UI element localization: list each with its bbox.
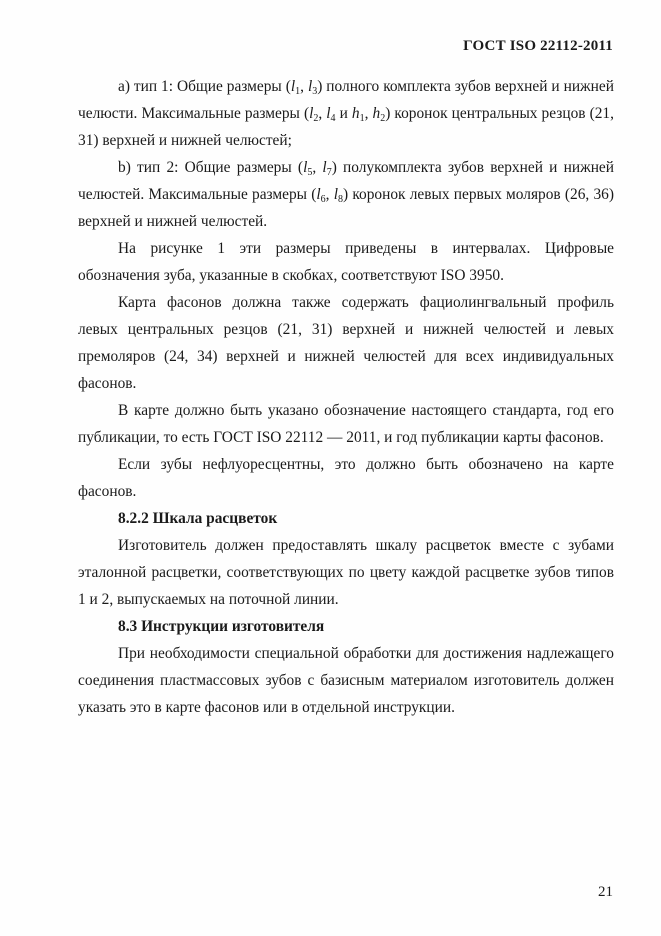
document-code-header: ГОСТ ISO 22112-2011 [463,38,613,54]
paragraph-figure-note: На рисунке 1 эти размеры приведены в интервалах. Цифровые обозначения зуба, указанные в скобках, соответствуют ISO 3950. [78,240,614,284]
paragraph-fluorescence: Если зубы нефлуоресцентны, это должно быть обозначено на карте фасонов. [78,456,614,500]
paragraph-standard-designation: В карте должно быть указано обозначение настоящего стандарта, год его публикации, то есть ГОСТ ISO 22112 — 2011, и год публикации карты фасонов. [78,402,614,446]
page-number: 21 [598,884,613,900]
paragraph-shade-guide: Изготовитель должен предоставлять шкалу расцветок вместе с зубами эталонной расцветки, соответствующих по цвету каждой расцветке зубов типов 1 и 2, выпускаемых на поточной линии. [78,537,614,608]
paragraph-profile-requirement: Карта фасонов должна также содержать фациолингвальный профиль левых центральных резцов (21, 31) верхней и нижней челюстей и левых премоляров (24, 34) верхней и нижней челюстей для всех индивидуальных фасонов. [78,294,614,392]
section-heading-8-3: 8.3 Инструкции изготовителя [118,618,325,635]
section-heading-8-2-2: 8.2.2 Шкала расцветок [118,510,278,527]
paragraph-type-1: а) тип 1: Общие размеры ($l_1$, $l_3$) полного комплекта зубов верхней и нижней челюсти. Максимальные размеры ($l_2$, $l_4$ и $h_1$, $h_2$) коронок центральных резцов (21, 31) верхней и нижней челюстей; [78,78,614,149]
paragraph-type-2: b) тип 2: Общие размеры ($l_5$, $l_7$) полукомплекта зубов верхней и нижней челюстей. Максимальные размеры ($l_6$, $l_8$) коронок левых первых моляров (26, 36) верхней и нижней челюстей. [78,159,615,230]
document-body [78,73,614,721]
paragraph-manufacturer-instructions: При необходимости специальной обработки для достижения надлежащего соединения пластмассовых зубов с базисным материалом изготовитель должен указать это в карте фасонов или в отдельной инструкции. [78,645,614,716]
